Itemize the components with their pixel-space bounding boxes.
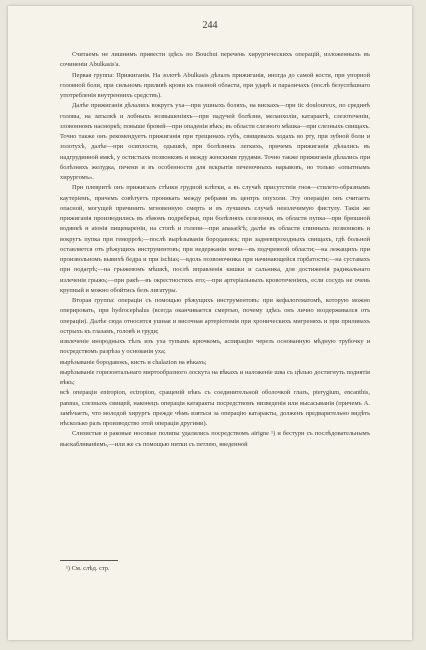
paragraph-eyelid-flap: вырѣзываніе горизонтальнаго миртообразного лоскута на вѣкахъ и наложеніе шва съ цѣлью достигнуть поднятія вѣкъ; xyxy=(60,368,370,386)
paragraph-eye-operations: всѣ операціи entropion, ectropion, сращеній вѣкъ съ соединительной оболочкой глазъ, pterygium, encanthis, pannus, слезныхъ свищей, наконецъ операціи катаракты посредствомъ низведенія или высасыванія (причемъ A. замѣчаетъ, что молодой хирургъ прежде чѣмъ взяться за операцію катаракты, долженъ предварительно видѣть нѣсколько разъ производство этой операціи другими). xyxy=(60,389,370,427)
paragraph-warts: вырѣзываніе бородавокъ, кисть и chalazion на вѣкахъ; xyxy=(60,358,207,366)
paragraph-intro: Считаемъ не лишнимъ привести здѣсь по Bouchut перечень хирургическихъ операцій, изложенныхъ въ сочиненіи Abulkasis'а. xyxy=(60,51,370,69)
paragraph-cautery-sites: Далѣе прижиганія дѣлались вокругъ уха—при ушныхъ боляхъ, на вискахъ—при tic douloureux, по срединѣ головы, на затылкѣ и лобныхъ возвышеніяхъ—при падучей болѣзни, меланхоліи, катарактѣ, слезотеченіи, зловонномъ насморкѣ; повыше бровей—при опаденіи вѣкъ; въ области слезного мѣшка—при слезныхъ свищахъ. Точно также онъ рекомендуетъ прижиганія при трещинахъ губъ, свищевыхъ ходахъ во рту, при зубной боли и золотухѣ, далѣе—при осиплости, одышкѣ, при болѣзняхъ легкихъ, причемъ прижиганія дѣлались въ надгрудинной ямкѣ, у остистыхъ позвонковъ и между женскими грудями. Точно также прижиганія дѣлались при болѣзняхъ желудка, печени и въ особенности для вскрытія печеночныхъ нарывовъ, но только «опытнымъ хирургомъ». xyxy=(60,102,370,181)
paragraph-pleurisy: При плевритѣ онъ прижигалъ стѣнки грудной клѣтки, а въ случаѣ присутствія гноя—стилето-образнымъ каутеріемъ, причемъ совѣтуетъ проникать между ребрами въ центръ опухоли. Эту операцію онъ считаетъ опасной, могущей причинить мгновенную смерть и въ лучшемъ случаѣ неизлечимую фистулу. Такія же прижиганія производились въ лѣвомъ подреберьи, при болѣзняхъ селезенки, въ области пупка—при брюшной водянкѣ и atонія пищевареніи, на стопѣ и голени—при anasark'ѣ; далѣе въ области спинныхъ позвонковъ и вокругъ пупка при геморроѣ;—послѣ вырѣзыванія бородавокъ; при задневпроходныхъ свищахъ, гдѣ больной оставляется отъ рѣжущихъ инструментовъ; при недержаніи мочи—въ подчревной области;—на лежащихъ при произвольномъ вывихѣ бедра и при ischias;—вдоль позвоночника при начинающейся горбатости;—на суставахъ при подагрѣ;—на грыжевомъ мѣшкѣ, послѣ вправленія кишки и сальника, для достиженія радикальнаго излеченія грыжъ;—при ракѣ—въ окрестностяхъ его;—при артеріальныхъ кровотеченіяхъ, если сосудъ не очень крупный и можно обойтись безъ лигатуры. xyxy=(60,184,370,294)
footnote: ¹) См. слѣд. стр. xyxy=(66,565,110,572)
paragraph-first-group: Первая группа: Прижиганія. На золотѣ Abulkasis дѣлалъ прижиганія, иногда до самой кости, при упорной головной боли, при сильномъ приливѣ крови къ глазной области, при ударѣ и параличахъ (послѣ безуспѣшнаго употребленія внутреннихъ средствъ). xyxy=(60,71,370,99)
paragraph-polyps: Слизистые и раковые носовые полипы удалялись посредствомъ airigne ¹) и бестури съ послѣдовательнымъ выскабливаніемъ,—или же съ помощью нитки съ петлею, введенной xyxy=(60,430,370,448)
footnote-divider xyxy=(60,560,118,561)
body-text xyxy=(60,50,370,450)
document-page xyxy=(8,6,412,640)
paragraph-foreign-bodies: извлеченіе инородныхъ тѣлъ изъ уха тупымъ крючкомъ, аспирацію черезъ основанную мѣдную трубочку и посредствомъ разрѣза у основанія уха; xyxy=(60,338,370,356)
page-number: 244 xyxy=(202,20,218,31)
paragraph-second-group: Вторая группа: операціи съ помощью рѣжущихъ инструментовъ: при кефалогематомѣ, которую можно оперировать, при hydrocephalus (всегда оканчивается смертью, почему здѣсь онъ лично воздерживался отъ операціи). Далѣе сюда относится ушная и височная артеріотомія при хроническихъ мигреняхъ и при приливахъ острыхъ къ глазамъ, головѣ и груди; xyxy=(60,297,370,335)
